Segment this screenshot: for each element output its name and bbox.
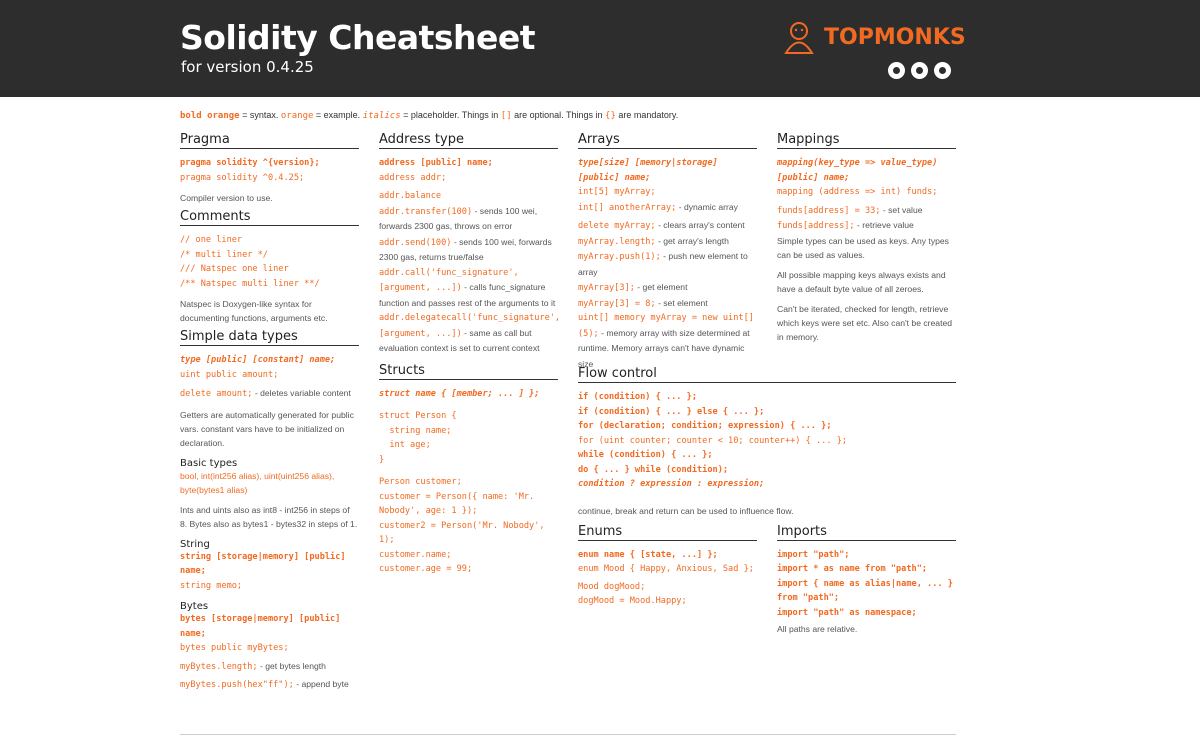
code-line: import * as name from "path"; (777, 564, 928, 574)
code-line: struct name { [member; ... ] }; (379, 388, 540, 399)
column-3 (578, 132, 757, 372)
section-title-enums: Enums (578, 524, 757, 541)
code-line: address addr; (379, 172, 447, 183)
code-line: addr.balance (379, 191, 442, 201)
code-line: int age; (379, 440, 431, 450)
code-line: string memo; (180, 580, 243, 591)
code-line: condition ? expression : expression; (578, 479, 765, 489)
code-line: for (uint counter; counter < 10; counter++) { ... }; (578, 435, 848, 446)
code-line (180, 677, 359, 693)
section-title-flow: Flow control (578, 366, 956, 383)
code-line (379, 204, 558, 235)
code: myBytes.length; (180, 661, 258, 672)
description: Ints and uints also as int8 - int256 in steps of 8. Bytes also as bytes1 - bytes32 in steps of 1. (180, 504, 358, 529)
code: myArray[3] = 8; (578, 298, 656, 309)
code-line: address [public] name; (379, 158, 493, 168)
code-desc: - append byte (293, 679, 349, 689)
section-title-comments: Comments (180, 209, 359, 226)
section-title-structs: Structs (379, 363, 558, 380)
code: uint[] memory myArray = new uint[](5); (578, 313, 754, 339)
code-line: import "path"; (777, 549, 850, 560)
code: myBytes.push(hex"ff"); (180, 680, 294, 690)
legend-text: = placeholder. Things in (400, 110, 501, 120)
legend-text: = example. (313, 110, 363, 120)
code-line: import { name as alias|name, ... } from "path"; (777, 578, 953, 603)
code-line: /* multi liner */ (180, 249, 268, 260)
code-line: dogMood = Mood.Happy; (578, 596, 687, 606)
code: addr.send(100) (379, 237, 452, 248)
legend-italics: italics (362, 111, 401, 121)
code-line: if (condition) { ... }; (578, 392, 697, 402)
section-title-pragma: Pragma (180, 132, 359, 149)
column-1 (180, 132, 359, 693)
description: Simple types can be used as keys. Any types can be used as values. (777, 235, 949, 260)
code-line: mapping (address => int) funds; (777, 187, 938, 197)
code-line: uint public amount; (180, 369, 279, 380)
description: continue, break and return can be used to influence flow. (578, 505, 794, 516)
code-line: while (condition) { ... }; (578, 450, 713, 460)
legend (180, 110, 678, 121)
legend-bold: bold orange (180, 111, 240, 121)
code: delete amount; (180, 389, 253, 399)
code-line: bytes public myBytes; (180, 643, 289, 653)
globe-icon[interactable] (888, 62, 905, 79)
code-line (379, 235, 558, 266)
code-desc: - sends 100 wei, forwards 2300 gas, throws on error (379, 205, 538, 231)
code-line: customer2 = Person('Mr. Nobody', 1); (379, 520, 545, 545)
section-title-arrays: Arrays (578, 132, 757, 149)
code-line (578, 296, 757, 312)
code: addr.call('func_signature', [argument, ...]) (379, 267, 519, 293)
code-desc: - dynamic array (676, 201, 738, 212)
code-line: Person customer; (379, 477, 462, 487)
enums-imports-row (578, 524, 956, 637)
code-line: } (379, 454, 385, 465)
subsection-string: String (180, 538, 210, 550)
code-line: string [storage|memory] [public] name; (180, 551, 346, 576)
code-line: enum name { [state, ...] }; (578, 549, 718, 560)
twitter-icon[interactable] (934, 62, 951, 79)
code-line: if (condition) { ... } else { ... }; (578, 406, 765, 417)
code-line: mapping(key_type => value_type) [public] name; (777, 158, 938, 183)
page-subtitle: for version 0.4.25 (181, 58, 314, 76)
legend-text: are mandatory. (615, 110, 679, 120)
code-desc: - push new element to array (578, 251, 748, 277)
description: Compiler version to use. (180, 193, 273, 203)
code-line: customer.age = 99; (379, 564, 473, 574)
description: Can't be iterated, checked for length, retrieve which keys were set etc. Also can't be created in memory. (777, 303, 953, 342)
github-icon[interactable] (911, 62, 928, 79)
code-line: enum Mood { Happy, Anxious, Sad }; (578, 564, 754, 574)
code-desc: - clears array's content (655, 220, 745, 230)
code-desc: - get array's length (655, 235, 729, 246)
code-line (578, 311, 757, 372)
section-title-simple-types: Simple data types (180, 329, 359, 346)
code-line (379, 311, 561, 357)
code-line: customer.name; (379, 549, 452, 560)
bottom-divider (180, 734, 956, 735)
description: bool, int(int256 alias), uint(uint256 alias), byte(bytes1 alias) (180, 470, 335, 495)
legend-braces: {} (605, 111, 616, 121)
legend-orange: orange (280, 111, 314, 121)
code-line (578, 218, 757, 234)
imports-section (777, 524, 956, 637)
code-desc: - set value (880, 204, 923, 215)
code: funds[address]; (777, 221, 855, 231)
brand-logo[interactable] (780, 18, 966, 56)
code-line: bytes [storage|memory] [public] name; (180, 614, 341, 639)
code: myArray.push(1); (578, 252, 661, 262)
code-desc: - sends 100 wei, forwards 2300 gas, returns true/false (379, 236, 552, 262)
subsection-bytes: Bytes (180, 601, 209, 612)
code: delete myArray; (578, 221, 656, 231)
code: addr.transfer(100) (379, 206, 473, 217)
section-title-imports: Imports (777, 524, 956, 541)
code-desc: - same as call but evaluation context is set to current context (379, 327, 540, 353)
code-line: for (declaration; condition; expression) { ... }; (578, 421, 832, 431)
code: funds[address] = 33; (777, 205, 881, 216)
code-line (379, 266, 558, 312)
code-desc: - get bytes length (257, 660, 326, 671)
code-line: /// Natspec one liner (180, 264, 289, 274)
description: All possible mapping keys always exists and have a default byte value of all zeroes. (777, 269, 946, 294)
description: Natspec is Doxygen-like syntax for documenting functions, arguments etc. (180, 299, 328, 323)
code-line: customer = Person({ name: 'Mr. Nobody', age: 1 }); (379, 491, 535, 516)
section-title-mappings: Mappings (777, 132, 956, 149)
code-desc: - set element (655, 297, 708, 308)
code-line: type[size] [memory|storage] [public] name; (578, 158, 718, 183)
code-desc: - retrieve value (854, 220, 914, 230)
brand-name: TOPMONKS (824, 24, 966, 50)
code-line: import "path" as namespace; (777, 607, 917, 618)
subsection-basic-types: Basic types (180, 457, 238, 469)
code-line: int[5] myArray; (578, 187, 656, 197)
flow-control-section (578, 366, 956, 636)
code-desc: - get element (634, 282, 688, 292)
code-desc: - calls func_signature function and passes rest of the arguments to it (379, 282, 556, 308)
code-line: do { ... } while (condition); (578, 464, 729, 475)
code-line: pragma solidity ^0.4.25; (180, 172, 305, 183)
social-links (888, 62, 951, 79)
code-line (180, 386, 359, 402)
code-line: // one liner (180, 235, 243, 245)
enums-section (578, 524, 757, 637)
code-line: string name; (379, 425, 452, 436)
code-line (578, 234, 757, 250)
code-line: struct Person { (379, 411, 457, 421)
code-line: pragma solidity ^{version}; (180, 158, 320, 168)
code-desc: - deletes variable content (252, 388, 351, 398)
code-line (578, 249, 757, 280)
code-line: Mood dogMood; (578, 581, 646, 592)
column-4 (777, 132, 956, 344)
code: addr.delegatecall('func_signature', [argument, ...]) (379, 313, 561, 339)
monk-icon (780, 18, 818, 56)
legend-brackets: [] (500, 111, 512, 121)
description: Getters are automatically generated for public vars. constant vars have to be initialized on declaration. (180, 409, 354, 448)
legend-text: are optional. Things in (511, 110, 606, 120)
code-line (777, 218, 956, 234)
code-line (578, 200, 757, 216)
code-line: /** Natspec multi liner **/ (180, 278, 320, 289)
column-2 (379, 132, 561, 577)
code-desc: - memory array with size determined at runtime. Memory arrays can't have dynamic size (578, 327, 750, 369)
code-line (180, 659, 359, 675)
page-header (0, 0, 1200, 97)
description: All paths are relative. (777, 624, 858, 634)
code: int[] anotherArray; (578, 202, 677, 213)
code: myArray.length; (578, 236, 656, 247)
section-title-address: Address type (379, 132, 558, 149)
code-line (578, 280, 757, 296)
code-line: type [public] [constant] name; (180, 355, 336, 365)
legend-text: = syntax. (239, 110, 281, 120)
code-line (777, 203, 956, 219)
page-title: Solidity Cheatsheet (180, 18, 536, 57)
code: myArray[3]; (578, 283, 635, 293)
